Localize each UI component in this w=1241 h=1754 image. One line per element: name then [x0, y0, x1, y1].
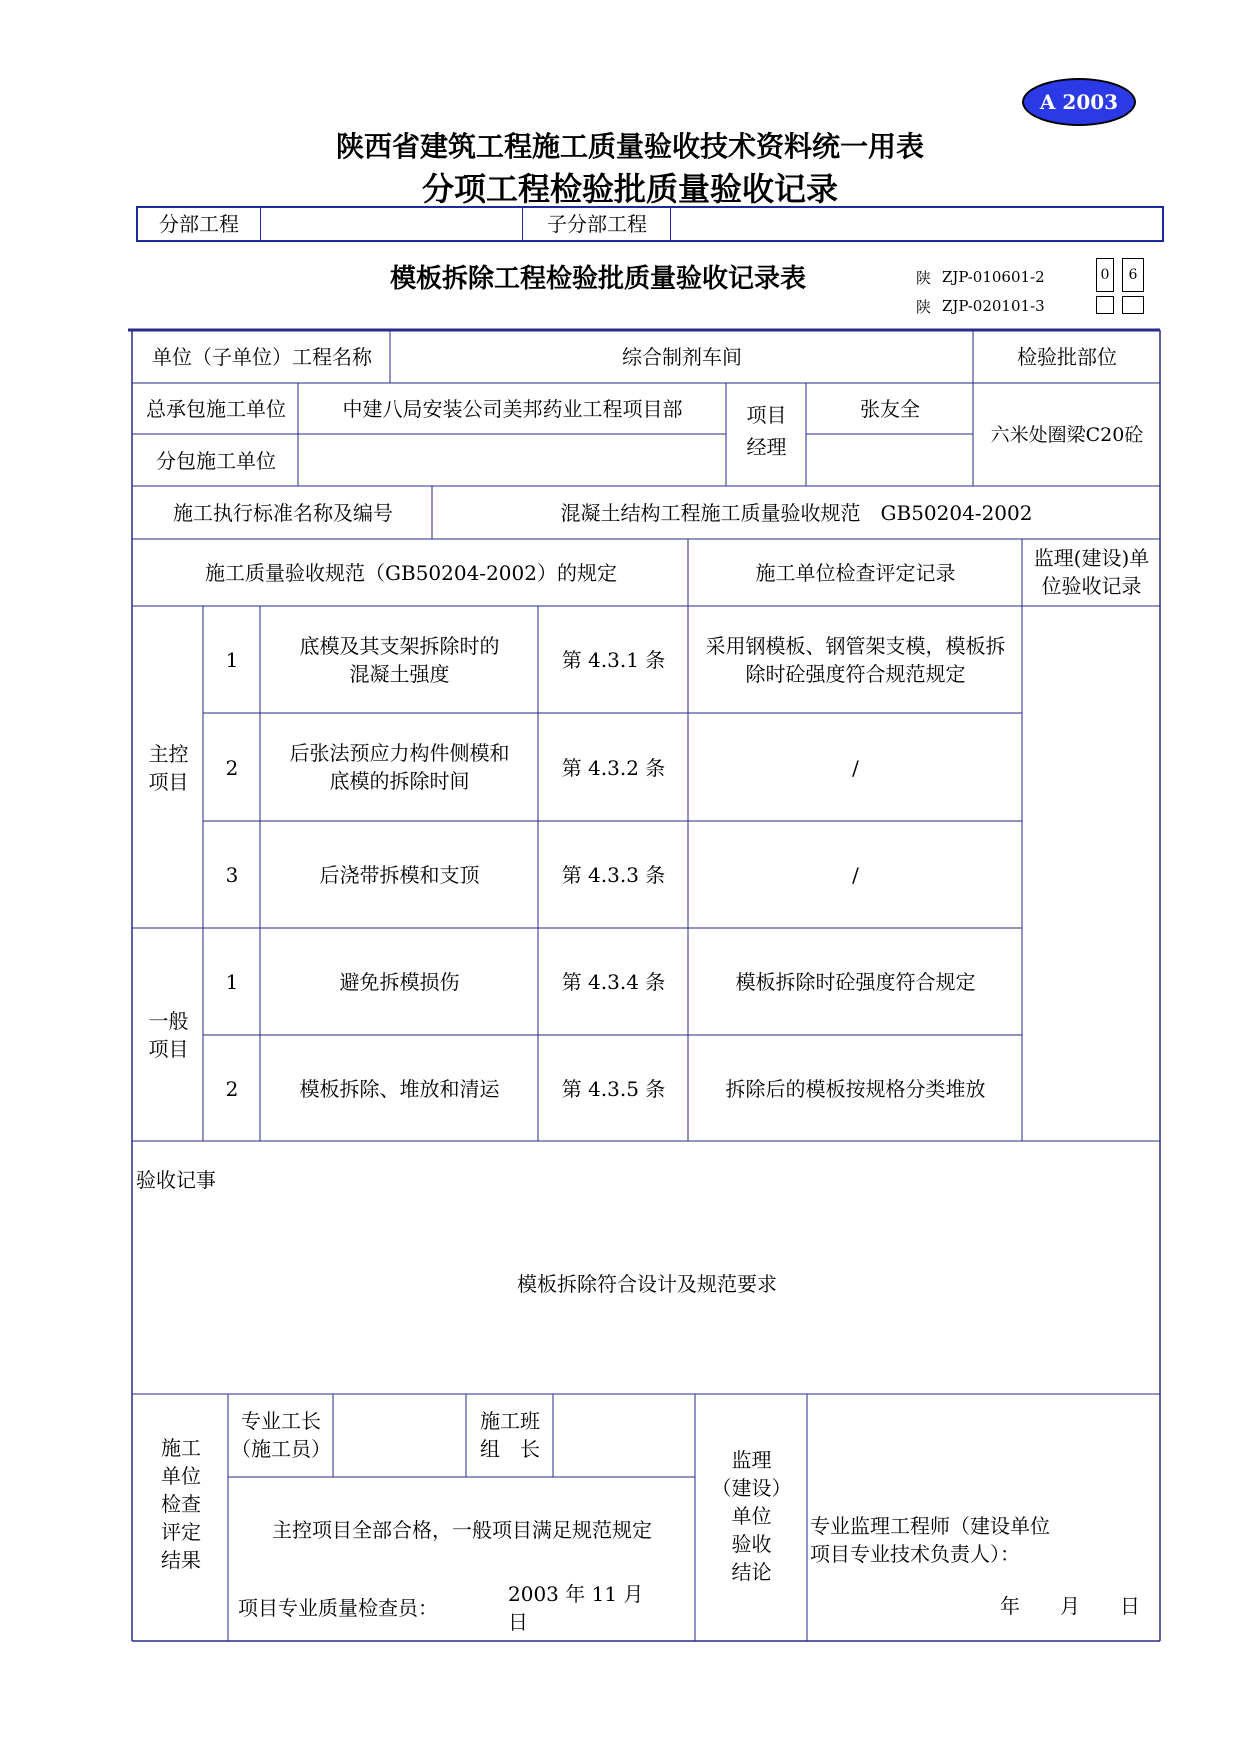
- supervision-header: 位验收记录: [1041, 574, 1142, 598]
- supervision-header: 监理(建设)单: [1033, 546, 1150, 570]
- item-result[interactable]: 除时砼强度符合规范规定: [745, 662, 966, 686]
- item-desc: 混凝土强度: [349, 662, 450, 686]
- standard-label: 施工执行标准名称及编号: [173, 501, 393, 525]
- contractor-label: 总承包施工单位: [146, 397, 286, 421]
- label-line: 监理: [731, 1448, 772, 1472]
- contractor-result-label: [134, 1434, 228, 1574]
- item-clause: 第 4.3.2 条: [561, 755, 666, 780]
- team-leader[interactable]: [554, 1395, 695, 1477]
- general-group-label: 一般: [148, 1009, 189, 1033]
- item-desc: 后浇带拆模和支顶: [319, 863, 480, 887]
- code-prefix: 陕: [916, 297, 932, 316]
- item-result[interactable]: /: [852, 755, 859, 780]
- label-line: 检查: [161, 1492, 201, 1516]
- label-line: 评定: [161, 1520, 201, 1544]
- main-group-label: 项目: [148, 770, 189, 794]
- record-title: 模板拆除工程检验批质量验收记录表: [390, 263, 807, 294]
- foreman-label: （施工员）: [231, 1437, 331, 1461]
- badge: A 2003: [1022, 78, 1136, 126]
- item-no: 3: [225, 863, 239, 887]
- item-no: 1: [225, 970, 239, 994]
- item-desc: 避免拆模损伤: [339, 970, 460, 994]
- label-line: 单位: [731, 1504, 772, 1528]
- item-clause: 第 4.3.1 条: [561, 648, 666, 672]
- team-leader-label: 施工班: [480, 1409, 540, 1433]
- engineer-label: 项目专业技术负责人）：: [810, 1542, 1020, 1566]
- check-header: 施工单位检查评定记录: [755, 561, 956, 585]
- item-result[interactable]: /: [852, 863, 859, 887]
- supervision-label: [696, 1446, 807, 1586]
- manager[interactable]: 张友全: [860, 397, 920, 421]
- doc-title: 陕西省建筑工程施工质量验收技术资料统一用表: [335, 130, 924, 163]
- label-line: 验收: [731, 1532, 772, 1556]
- foreman[interactable]: [334, 1395, 466, 1477]
- acceptance-text[interactable]: 模板拆除符合设计及规范要求: [517, 1272, 777, 1296]
- general-group-label: 项目: [148, 1037, 189, 1061]
- inspector-date[interactable]: 2003 年 11 月 日: [508, 1582, 684, 1634]
- item-desc: 模板拆除、堆放和清运: [299, 1076, 500, 1101]
- serial-digit: 6: [1122, 258, 1144, 292]
- item-result[interactable]: 采用钢模板、钢管架支模，模板拆: [705, 634, 1006, 658]
- subcontractor[interactable]: [299, 435, 726, 486]
- label-line: （建设）: [711, 1476, 792, 1500]
- item-clause: 第 4.3.5 条: [561, 1076, 666, 1101]
- item-result[interactable]: 模板拆除时砼强度符合规定: [735, 970, 976, 994]
- project-name-label: 单位（子单位）工程名称: [152, 345, 372, 369]
- standard[interactable]: 混凝土结构工程施工质量验收规范 GB50204-2002: [560, 501, 1033, 525]
- code-prefix: 陕: [916, 268, 932, 287]
- item-no: 1: [225, 648, 239, 672]
- conclusion[interactable]: 主控项目全部合格，一般项目满足规范规定: [272, 1518, 652, 1542]
- foreman-label: 专业工长: [241, 1409, 321, 1433]
- manager-label: 经理: [746, 435, 787, 459]
- contractor[interactable]: 中建八局安装公司美邦药业工程项目部: [342, 397, 683, 421]
- batch-part-label: 检验批部位: [1017, 345, 1117, 369]
- item-desc: 后张法预应力构件侧模和: [289, 741, 510, 765]
- item-no: 2: [225, 1076, 239, 1101]
- item-desc: 底模的拆除时间: [329, 769, 470, 793]
- batch-part[interactable]: 六米处圈梁C20砼: [990, 424, 1144, 446]
- serial-digit: 0: [1096, 258, 1114, 292]
- label-line: 结论: [731, 1560, 772, 1584]
- main-group-label: 主控: [148, 742, 189, 766]
- project-name[interactable]: 综合制剂车间: [622, 345, 742, 369]
- code-2: ZJP-020101-3: [942, 297, 1045, 315]
- code-1: ZJP-010601-2: [942, 268, 1045, 286]
- sub-branch-label: 子分部工程: [547, 212, 647, 236]
- item-clause: 第 4.3.3 条: [561, 863, 666, 887]
- label-line: 单位: [161, 1464, 201, 1488]
- supervision-date[interactable]: 年 月 日: [1000, 1594, 1140, 1618]
- engineer-label: 专业监理工程师（建设单位: [810, 1514, 1050, 1538]
- spec-header: 施工质量验收规范（GB50204-2002）的规定: [205, 561, 617, 585]
- subcontractor-label: 分包施工单位: [156, 448, 276, 473]
- label-line: 结果: [161, 1548, 201, 1572]
- manager-label: 项目: [746, 403, 787, 427]
- acceptance-label: 验收记事: [136, 1168, 216, 1192]
- branch-label: 分部工程: [159, 212, 239, 236]
- item-result[interactable]: 拆除后的模板按规格分类堆放: [725, 1076, 986, 1101]
- item-clause: 第 4.3.4 条: [561, 970, 666, 994]
- label-line: 施工: [161, 1436, 201, 1460]
- team-leader-label: 组 长: [480, 1437, 540, 1461]
- item-no: 2: [225, 755, 239, 780]
- item-desc: 底模及其支架拆除时的: [299, 634, 500, 658]
- form-title: 分项工程检验批质量验收记录: [421, 170, 838, 208]
- inspector-label: 项目专业质量检查员：: [238, 1596, 438, 1620]
